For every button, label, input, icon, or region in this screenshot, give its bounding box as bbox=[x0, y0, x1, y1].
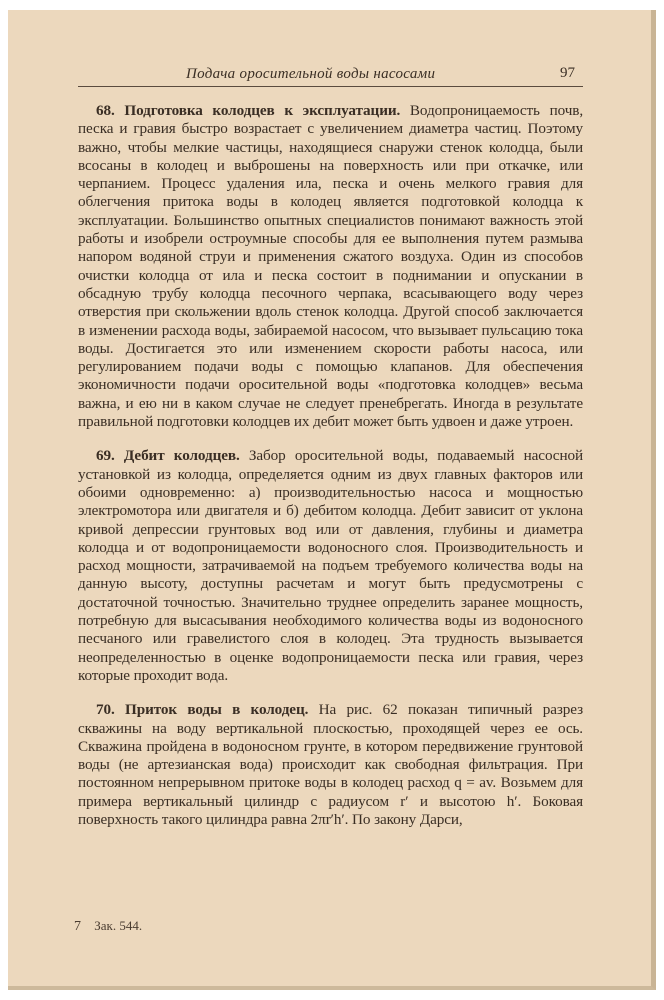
body-text bbox=[78, 102, 583, 829]
section-body: На рис. 62 показан типичный разрез скважины на воду вертикальной плоскостью, проходящей через ее ось. Скважина пройдена в водоносном грунте, в котором передвижение грунтовой воды (не артезианская вода) происходит как свободная фильтрация. При постоянном непрерывном притоке воды в колодец расход q = av. Возьмем для примера вертикальный цилиндр с радиусом r′ и высотою h′. Боковая поверхность такого цилиндра равна 2πr′h′. По закону Дарси, bbox=[78, 701, 583, 828]
page-footer bbox=[74, 918, 142, 935]
section-68 bbox=[78, 102, 583, 431]
signature-mark: 7 bbox=[74, 919, 81, 934]
book-page bbox=[8, 10, 656, 990]
print-order: Зак. 544. bbox=[94, 918, 143, 933]
running-header bbox=[78, 64, 583, 87]
section-body: Забор оросительной воды, подаваемый насосной установкой из колодца, определяется одним из двух главных факторов или обоими одновременно: а) производительностью насоса и мощностью электромотора или двигателя и б) дебитом колодца. Дебит зависит от уклона кривой депрессии грунтовых вод или от давления, глубины и диаметра колодца и от водопроницаемости водоносного слоя. Производительность и расход мощности, затрачиваемой на подъем требуемого количества воды на данную высоту, доступны расчетам и могут быть предусмотрены с достаточной точностью. Значительно труднее определить заранее мощность, потребную для высасывания необходимого количества воды из водоносного песчаного или гравелистого слоя в колодец. Эта трудность вызывается неопределенностью в оценке водопроницаемости песка или гравия, через которые проходит вода. bbox=[78, 447, 584, 684]
section-69 bbox=[78, 447, 583, 685]
page-number: 97 bbox=[560, 65, 575, 81]
section-heading: 70. Приток воды в колодец. bbox=[96, 701, 309, 719]
section-body: Водопроницаемость почв, песка и гравия быстро возрастает с увеличением диаметра частиц. Поэтому важно, чтобы мелкие частицы, находящиеся снаружи стенок колодца, были всосаны в колодец и выброшены на поверхность или при откачке, или черпанием. Процесс удаления ила, песка и очень мелкого гравия для облегчения притока воды в колодец является подготовкой колодца к эксплуатации. Большинство опытных специалистов понимают важность этой работы и изобрели остроумные способы для ее выполнения путем размыва напором водяной струи и применения сжатого воздуха. Один из способов очистки колодца от ила и песка состоит в поднимании и опускании в обсадную трубу колодца песочного черпака, всасывающего воду через отверстия при скольжении вдоль стенок колодца. Другой способ заключается в изменении расхода воды, забираемой насосом, что вызывает пульсацию тока воды. Достигается это или изменением скорости работы насоса, или регулированием подачи воды с помощью клапанов. Для обеспечения экономичности подачи оросительной воды «подготовка колодцев» весьма важна, и ею ни в каком случае не следует пренебрегать. Иногда в результате правильной подготовки колодцев их дебит может быть удвоен и даже утроен. bbox=[78, 102, 584, 431]
section-heading: 69. Дебит колодцев. bbox=[96, 447, 240, 465]
section-heading: 68. Подготовка колодцев к эксплуатации. bbox=[96, 102, 401, 119]
running-title: Подача оросительной воды насосами bbox=[186, 66, 436, 82]
section-70 bbox=[78, 701, 583, 829]
